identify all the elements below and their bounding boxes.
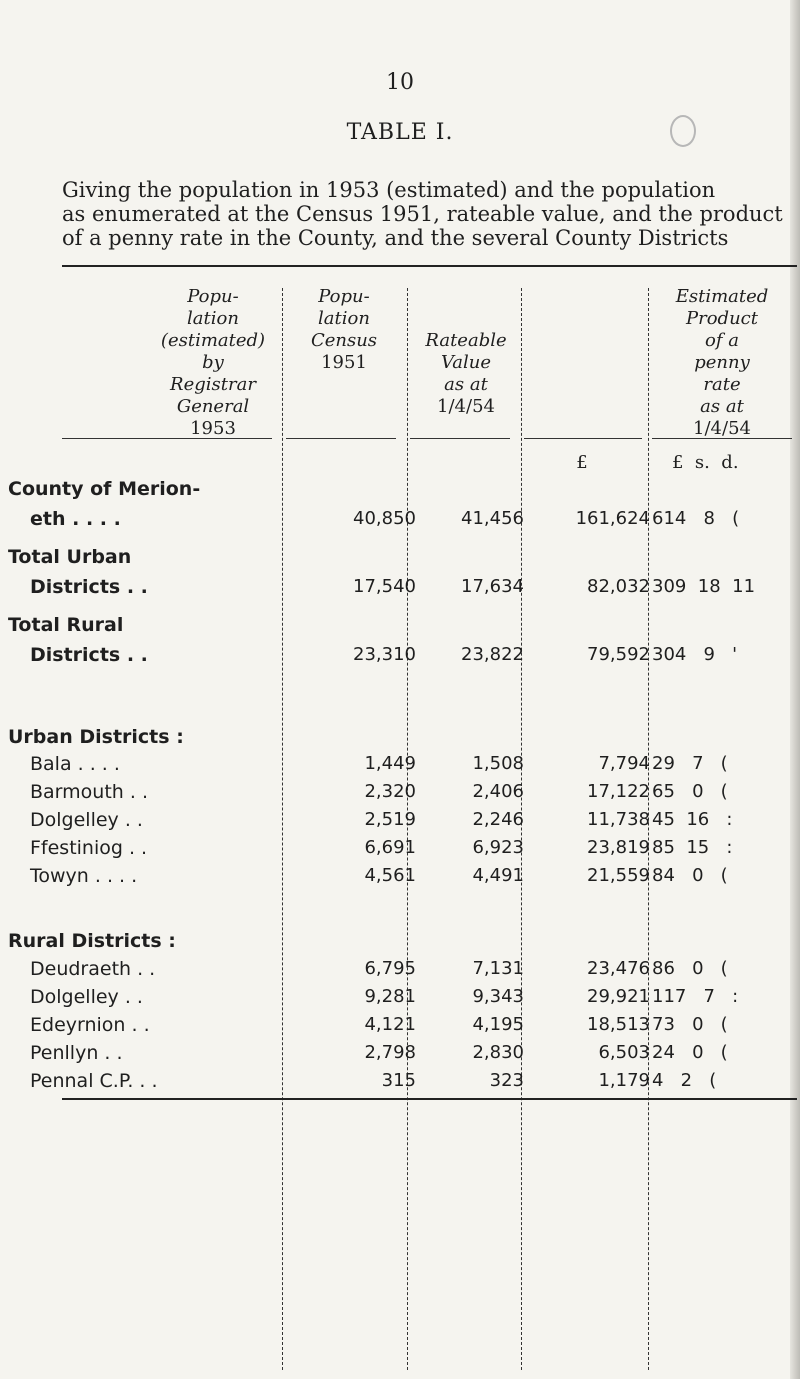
cell-rateable: 82,032 [587,576,650,597]
header-line: Estimated [675,286,769,307]
cell-pop-1953: 4,561 [364,865,416,886]
header-line: lation [318,308,370,329]
cell-penny: 309 18 11 [652,576,756,597]
row-label: Edeyrnion . . [30,1014,150,1036]
cell-penny: 29 7 ( [652,753,728,774]
row-label: Dolgelley . . [30,986,143,1008]
cell-pop-1951: 4,491 [472,865,524,886]
cell-rateable: 161,624 [575,508,650,529]
cell-penny: 614 8 ( [652,508,740,529]
cell-rateable: 23,476 [587,958,650,979]
row-label: Districts . . [30,644,148,666]
cell-pop-1951: 41,456 [461,508,524,529]
header-line: Popu- [187,286,239,307]
cell-rateable: 1,179 [598,1070,650,1091]
row-label: Total Urban [8,546,132,568]
cell-pop-1951: 2,246 [472,809,524,830]
cell-rateable: 18,513 [587,1014,650,1035]
header-line: penny [694,352,750,373]
header-line: Registrar [170,374,256,395]
cell-rateable: 23,819 [587,837,650,858]
row-label: Barmouth . . [30,781,148,803]
cell-pop-1953: 2,519 [364,809,416,830]
cell-pop-1951: 2,830 [472,1042,524,1063]
row-label: County of Merion- [8,478,201,500]
table-title: TABLE I. [346,120,454,145]
cell-rateable: 11,738 [587,809,650,830]
table-top-rule [62,265,797,267]
cell-pop-1953: 40,850 [353,508,416,529]
cell-penny: 65 0 ( [652,781,728,802]
cell-rateable: 21,559 [587,865,650,886]
header-penny [652,286,792,440]
header-line: (estimated) [160,330,266,351]
table-bottom-rule [62,1098,797,1100]
header-line: Popu- [318,286,370,307]
cell-pop-1953: 6,691 [364,837,416,858]
header-line: as at [444,374,488,395]
cell-pop-1953: 315 [381,1070,416,1091]
cell-pop-1953: 4,121 [364,1014,416,1035]
caption-line: as enumerated at the Census 1951, rateable value, and the product [62,202,783,226]
cell-pop-1953: 2,798 [364,1042,416,1063]
cell-rateable: 6,503 [598,1042,650,1063]
header-line: Value [440,352,492,373]
header-pop-estimated [150,286,276,440]
cell-penny: 85 15 : [652,837,733,858]
cell-rateable: 17,122 [587,781,650,802]
header-line: lation [187,308,239,329]
section-heading: Urban Districts : [8,726,184,748]
row-label: Towyn . . . . [30,865,138,887]
cell-pop-1953: 6,795 [364,958,416,979]
cell-pop-1951: 323 [489,1070,524,1091]
row-label: eth . . . . [30,508,121,530]
row-label: Penllyn . . [30,1042,123,1064]
header-line: 1/4/54 [693,418,751,439]
cell-rateable: 29,921 [587,986,650,1007]
header-rule [410,438,510,439]
header-line: 1953 [190,418,236,439]
cell-rateable: 79,592 [587,644,650,665]
cell-penny: 24 0 ( [652,1042,728,1063]
cell-pop-1953: 9,281 [364,986,416,1007]
cell-penny: 4 2 ( [652,1070,717,1091]
header-rule [524,438,642,439]
cell-pop-1951: 9,343 [472,986,524,1007]
table-caption [62,178,798,250]
cell-pop-1951: 17,634 [461,576,524,597]
header-line: Census [310,330,378,351]
header-line: 1951 [321,352,367,373]
header-rateable [412,330,520,418]
row-label: Deudraeth . . [30,958,156,980]
header-line: 1/4/54 [437,396,495,417]
cell-pop-1953: 17,540 [353,576,416,597]
unit-lsd: £ s. d. [672,452,739,473]
row-label: Districts . . [30,576,148,598]
header-line: of a [705,330,739,351]
cell-pop-1951: 7,131 [472,958,524,979]
header-line: by [202,352,224,373]
cell-pop-1953: 23,310 [353,644,416,665]
cell-pop-1953: 1,449 [364,753,416,774]
cell-penny: 45 16 : [652,809,733,830]
cell-pop-1951: 23,822 [461,644,524,665]
cell-pop-1951: 4,195 [472,1014,524,1035]
cell-pop-1951: 6,923 [472,837,524,858]
header-line: Product [686,308,758,329]
header-rule [286,438,396,439]
cell-rateable: 7,794 [598,753,650,774]
row-label: Ffestiniog . . [30,837,148,859]
unit-pounds: £ [576,452,588,473]
cell-pop-1951: 1,508 [472,753,524,774]
caption-line: Giving the population in 1953 (estimated) and the population [62,178,716,202]
cell-pop-1953: 2,320 [364,781,416,802]
row-label: Dolgelley . . [30,809,143,831]
cell-penny: 73 0 ( [652,1014,728,1035]
cell-penny: 117 7 : [652,986,739,1007]
header-line: Rateable [425,330,507,351]
row-label: Total Rural [8,614,124,636]
header-line: General [176,396,250,417]
caption-line: of a penny rate in the County, and the several County Districts [62,226,729,250]
section-heading: Rural Districts : [8,930,176,952]
page-number: 10 [386,70,414,95]
cell-penny: 304 9 ' [652,644,738,665]
cell-penny: 86 0 ( [652,958,728,979]
row-label: Pennal C.P. . . [30,1070,158,1092]
column-divider [282,288,283,1370]
header-line: as at [700,396,744,417]
header-line: rate [703,374,741,395]
cell-pop-1951: 2,406 [472,781,524,802]
row-label: Bala . . . . [30,753,120,775]
header-pop-census [288,286,400,374]
cell-penny: 84 0 ( [652,865,728,886]
